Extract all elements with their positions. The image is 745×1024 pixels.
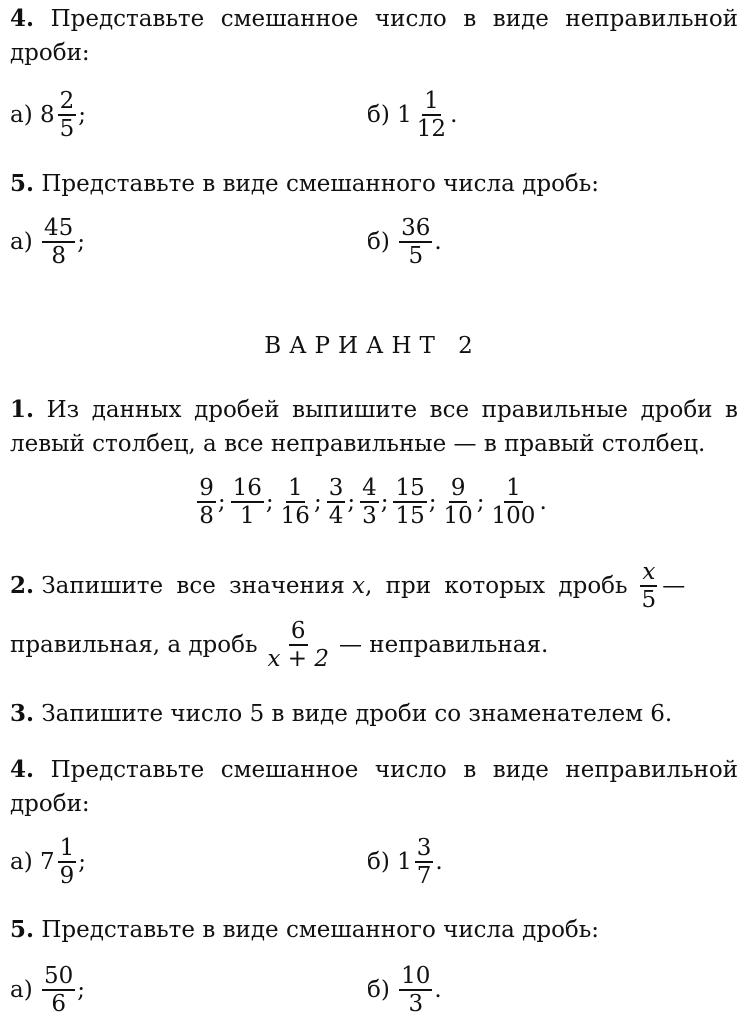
fraction — [415, 835, 434, 889]
separator: ; — [347, 489, 356, 515]
v2-task2-text-part4: — неправильная. — [338, 632, 549, 658]
denominator: 8 — [199, 503, 214, 529]
v2-task1-text — [10, 393, 738, 461]
punct: ; — [77, 977, 86, 1003]
v2-task2-text-part3: правильная, а дробь — [10, 632, 258, 658]
denominator: 12 — [416, 116, 447, 142]
numerator: 1 — [287, 475, 303, 501]
fraction — [393, 475, 426, 529]
v1-task5-options — [10, 212, 738, 272]
numerator: 6 — [290, 618, 306, 644]
v2-task5-options — [10, 960, 738, 1020]
punct: ; — [78, 849, 87, 875]
option-label: а) — [10, 977, 33, 1003]
v1-task4-number: 4. — [10, 5, 35, 32]
mixed-whole: 1 — [397, 102, 412, 128]
fraction-6-over-x-plus-2 — [265, 618, 331, 672]
separator: ; — [476, 489, 485, 515]
numerator: 1 — [59, 835, 75, 861]
v1-task5-number: 5. — [10, 170, 35, 197]
numerator: 1 — [506, 475, 521, 501]
fraction-x-over-5 — [640, 559, 659, 613]
v2-task4-text — [10, 753, 738, 821]
fraction — [399, 963, 432, 1017]
option-label: б) — [367, 977, 390, 1003]
fraction — [442, 475, 475, 529]
numerator: 36 — [401, 215, 431, 241]
numerator: 16 — [232, 475, 262, 501]
punct: ; — [78, 102, 87, 128]
dash: — — [662, 573, 686, 599]
separator: . — [539, 489, 547, 515]
punct: ; — [77, 229, 86, 255]
mixed-whole: 8 — [40, 102, 55, 128]
variant-heading: ВАРИАНТ 2 — [264, 333, 481, 359]
denominator: 7 — [416, 863, 432, 889]
fraction — [58, 835, 77, 889]
v2-task4-option-b — [367, 832, 443, 892]
fraction — [327, 475, 346, 529]
punct: . — [435, 849, 443, 875]
denominator: 6 — [51, 991, 66, 1017]
fraction — [58, 88, 77, 142]
fraction — [231, 475, 264, 529]
numerator: 3 — [328, 475, 344, 501]
numerator: 50 — [44, 963, 74, 989]
denominator: 16 — [280, 503, 310, 529]
mixed-whole: 7 — [40, 849, 55, 875]
v2-task1-statement: Из данных дробей выпишите все правильные дроби в левый столбец, а все неправильные — в правый столбец. — [10, 397, 738, 457]
separator: ; — [313, 489, 322, 515]
denominator: 15 — [395, 503, 425, 529]
fraction — [490, 475, 538, 529]
v2-task2-text-part1: Запишите все значения — [41, 573, 345, 599]
v2-task4-options — [10, 832, 738, 892]
option-label: б) — [367, 849, 390, 875]
v1-task5-statement: Представьте в виде смешанного числа дробь: — [41, 171, 600, 197]
v1-task5-option-a — [10, 212, 85, 272]
v2-task5-option-a — [10, 960, 85, 1020]
fraction — [360, 475, 379, 529]
denominator: 9 — [59, 863, 75, 889]
v1-task5-text — [10, 167, 738, 201]
separator: ; — [428, 489, 437, 515]
option-label: а) — [10, 102, 33, 128]
v2-task2-text-part2: , при которых дробь — [365, 573, 628, 599]
v1-task5-option-b — [367, 212, 442, 272]
fraction — [415, 88, 448, 142]
numerator: 4 — [362, 475, 377, 501]
v1-task4-option-a — [10, 85, 86, 145]
v2-task4-statement: Представьте смешанное число в виде неправильной дроби: — [10, 757, 739, 817]
v2-task3-statement: Запишите число 5 в виде дроби со знаменателем 6. — [41, 701, 673, 727]
fraction — [197, 475, 216, 529]
denominator: 10 — [443, 503, 473, 529]
separator: ; — [380, 489, 389, 515]
v2-task3-text — [10, 697, 738, 731]
option-label: а) — [10, 229, 33, 255]
v1-task4-option-b — [367, 85, 457, 145]
numerator: 3 — [416, 835, 432, 861]
separator: ; — [217, 489, 226, 515]
fraction — [42, 215, 75, 269]
v2-task5-number: 5. — [10, 916, 35, 943]
v2-task1-number: 1. — [10, 396, 35, 423]
denominator: 5 — [641, 587, 657, 613]
punct: . — [434, 229, 442, 255]
v2-task1-fraction-list — [0, 472, 745, 532]
punct: . — [450, 102, 458, 128]
v1-task4-text — [10, 2, 738, 70]
numerator: 1 — [424, 88, 439, 114]
numerator: x — [642, 559, 656, 585]
v2-task2-line1 — [10, 556, 738, 616]
denominator: 100 — [491, 503, 536, 529]
denominator: 1 — [239, 503, 255, 529]
v2-task5-text — [10, 913, 738, 947]
fraction — [399, 215, 432, 269]
separator: ; — [265, 489, 274, 515]
numerator: 45 — [44, 215, 74, 241]
v1-task4-options — [10, 85, 738, 145]
numerator: 2 — [59, 88, 75, 114]
numerator: 15 — [395, 475, 425, 501]
denominator: 5 — [408, 243, 424, 269]
v2-task5-option-b — [367, 960, 442, 1020]
v1-task4-statement: Представьте смешанное число в виде неправильной дроби: — [10, 6, 739, 66]
denominator: 8 — [51, 243, 66, 269]
v2-task4-option-a — [10, 832, 86, 892]
denominator: 4 — [328, 503, 344, 529]
v2-task2-line2 — [10, 615, 738, 675]
denominator: x + 2 — [267, 646, 329, 672]
denominator: 5 — [59, 116, 75, 142]
numerator: 9 — [199, 475, 214, 501]
numerator: 9 — [450, 475, 466, 501]
fraction — [279, 475, 312, 529]
denominator: 3 — [362, 503, 377, 529]
v2-task4-number: 4. — [10, 756, 35, 783]
fraction — [42, 963, 75, 1017]
option-label: б) — [367, 229, 390, 255]
denominator: 3 — [408, 991, 424, 1017]
option-label: а) — [10, 849, 33, 875]
punct: . — [434, 977, 442, 1003]
v2-task5-statement: Представьте в виде смешанного числа дробь: — [41, 917, 600, 943]
variable-x: x — [352, 573, 366, 599]
option-label: б) — [367, 102, 390, 128]
v2-task3-number: 3. — [10, 700, 35, 727]
v2-task2-number: 2. — [10, 572, 35, 599]
mixed-whole: 1 — [397, 849, 412, 875]
numerator: 10 — [401, 963, 431, 989]
